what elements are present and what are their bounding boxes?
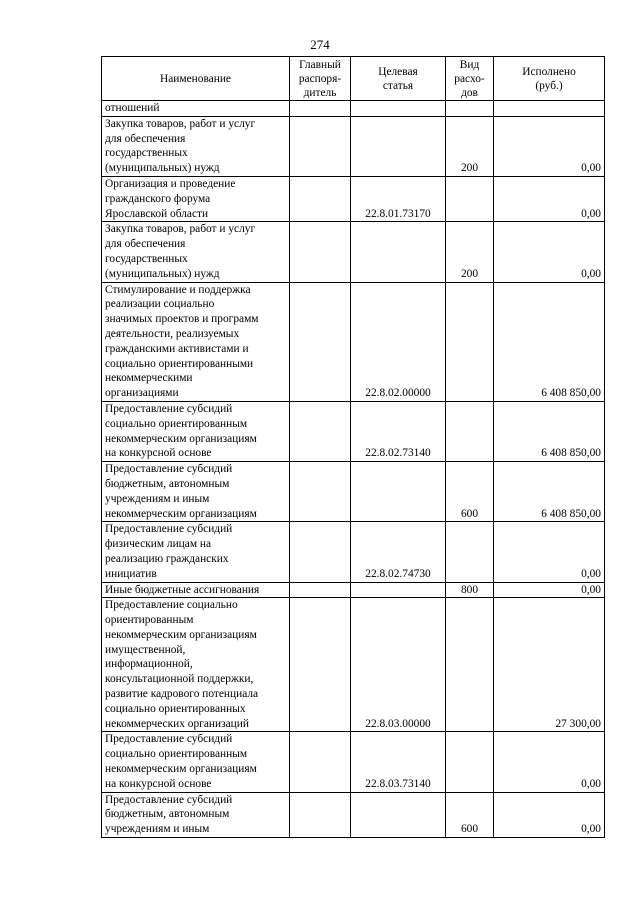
- cell-done: 0,00: [494, 582, 605, 598]
- cell-done: 0,00: [494, 732, 605, 792]
- cell-kind: [446, 732, 494, 792]
- cell-name: Закупка товаров, работ и услуг для обеспечения государственных (муниципальных) нужд: [102, 222, 290, 282]
- cell-admin: [290, 116, 351, 176]
- cell-done: 27 300,00: [494, 598, 605, 732]
- cell-kind: [446, 176, 494, 221]
- cell-target: [351, 792, 446, 837]
- cell-admin: [290, 222, 351, 282]
- cell-target: 22.8.01.73170: [351, 176, 446, 221]
- table-row: [102, 222, 605, 282]
- cell-done: 0,00: [494, 222, 605, 282]
- cell-name: Предоставление субсидий социально ориентированным некоммерческим организациям на конкурсной основе: [102, 732, 290, 792]
- cell-kind: 600: [446, 462, 494, 522]
- cell-kind: 800: [446, 582, 494, 598]
- table-row: [102, 401, 605, 461]
- cell-done: 6 408 850,00: [494, 282, 605, 401]
- cell-kind: [446, 401, 494, 461]
- cell-name: Предоставление субсидий социально ориентированным некоммерческим организациям на конкурсной основе: [102, 401, 290, 461]
- cell-admin: [290, 176, 351, 221]
- cell-done: 0,00: [494, 792, 605, 837]
- table-row: [102, 582, 605, 598]
- header-target: Целевая статья: [351, 57, 446, 101]
- cell-kind: 600: [446, 792, 494, 837]
- cell-kind: [446, 598, 494, 732]
- header-name: Наименование: [102, 57, 290, 101]
- cell-done: [494, 101, 605, 117]
- cell-admin: [290, 401, 351, 461]
- cell-target: 22.8.02.00000: [351, 282, 446, 401]
- cell-name: Организация и проведение гражданского форума Ярославской области: [102, 176, 290, 221]
- cell-done: 0,00: [494, 116, 605, 176]
- cell-done: 0,00: [494, 176, 605, 221]
- cell-name: Стимулирование и поддержка реализации социально значимых проектов и программ деятельности, реализуемых гражданскими активистами и социально ориентированными некоммерческими организациями: [102, 282, 290, 401]
- cell-admin: [290, 732, 351, 792]
- cell-target: [351, 116, 446, 176]
- table-row: [102, 462, 605, 522]
- cell-done: 6 408 850,00: [494, 401, 605, 461]
- cell-kind: [446, 282, 494, 401]
- budget-table: [101, 56, 605, 838]
- cell-target: 22.8.02.74730: [351, 522, 446, 582]
- cell-kind: [446, 522, 494, 582]
- table-header-row: [102, 57, 605, 101]
- table-row: [102, 176, 605, 221]
- cell-kind: [446, 101, 494, 117]
- table-row: [102, 598, 605, 732]
- cell-admin: [290, 462, 351, 522]
- cell-done: 0,00: [494, 522, 605, 582]
- header-done: Исполнено (руб.): [494, 57, 605, 101]
- cell-target: 22.8.02.73140: [351, 401, 446, 461]
- cell-admin: [290, 792, 351, 837]
- cell-admin: [290, 582, 351, 598]
- table-row: [102, 116, 605, 176]
- cell-name: Предоставление социально ориентированным некоммерческим организациям имущественной, информационной, консультационной поддержки, развитие кадрового потенциала социально ориентированных некоммерческих организаций: [102, 598, 290, 732]
- cell-admin: [290, 101, 351, 117]
- cell-target: [351, 462, 446, 522]
- table-row: [102, 792, 605, 837]
- header-kind: Вид расхо- дов: [446, 57, 494, 101]
- page-number: 274: [310, 37, 330, 52]
- cell-done: 6 408 850,00: [494, 462, 605, 522]
- table-body: [102, 101, 605, 838]
- cell-target: 22.8.03.73140: [351, 732, 446, 792]
- cell-name: Закупка товаров, работ и услуг для обеспечения государственных (муниципальных) нужд: [102, 116, 290, 176]
- cell-admin: [290, 282, 351, 401]
- table-row: [102, 732, 605, 792]
- header-admin: Главный распоря- дитель: [290, 57, 351, 101]
- cell-kind: 200: [446, 222, 494, 282]
- cell-name: Предоставление субсидий бюджетным, автономным учреждениям и иным: [102, 792, 290, 837]
- cell-target: [351, 222, 446, 282]
- cell-target: [351, 582, 446, 598]
- table-row: [102, 101, 605, 117]
- cell-target: 22.8.03.00000: [351, 598, 446, 732]
- cell-name: Предоставление субсидий физическим лицам на реализацию гражданских инициатив: [102, 522, 290, 582]
- cell-name: отношений: [102, 101, 290, 117]
- table-row: [102, 282, 605, 401]
- cell-kind: 200: [446, 116, 494, 176]
- cell-name: Иные бюджетные ассигнования: [102, 582, 290, 598]
- cell-admin: [290, 598, 351, 732]
- cell-admin: [290, 522, 351, 582]
- table-row: [102, 522, 605, 582]
- cell-target: [351, 101, 446, 117]
- cell-name: Предоставление субсидий бюджетным, автономным учреждениям и иным некоммерческим организациям: [102, 462, 290, 522]
